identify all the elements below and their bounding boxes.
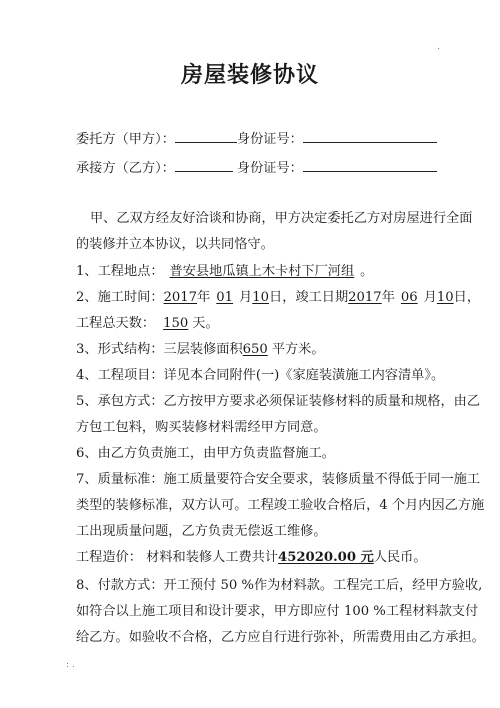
text-month-2: 月 [423,290,437,305]
page-title: 房屋装修协议 [180,63,319,88]
item-3-structure [76,341,444,359]
end-year: 2017 [348,290,382,305]
item-2-label: 2、施工时间： [76,290,164,305]
text-completion-date: 日，竣工日期 [269,290,349,305]
start-day: 10 [252,290,270,305]
party-a-label: 委托方（甲方）： [76,132,175,147]
party-a-line [76,128,444,149]
item-6-supervision: 6、由乙方负责施工，由甲方负责监督施工。 [76,446,335,461]
area-unit: 平方米。 [271,342,325,357]
item-1-label: 1、工程地点： [76,264,164,279]
start-month: 01 [216,290,234,305]
item-5-line-1: 5、承包方式：乙方按甲方要求必须保证装修材料的质量和规格，由乙 [76,394,481,409]
cost-currency: 人民币。 [373,550,427,565]
item-1-location [76,263,444,281]
item-1-suffix: 。 [360,264,374,279]
item-2-duration [76,315,444,333]
text-month: 月 [239,290,253,305]
item-1-value: 普安县地瓜镇上木卡村下厂河组 [169,264,355,279]
party-b-id-label: 身份证号： [236,161,303,176]
end-day: 10 [436,290,454,305]
total-days-unit: 天。 [192,316,219,331]
item-3-label: 3、形式结构：三层装修面积 [76,342,243,357]
item-7-line-3: 工出现质量问题，乙方负责无偿返工维修。 [76,524,327,539]
party-b-name-blank [175,157,233,172]
footer-mark: : . [66,660,75,670]
item-7-line-2: 类型的装修标准，双方认可。工程竣工验收合格后，4 个月内因乙方施 [76,498,485,513]
intro-line-2: 的装修并立本协议，以共同恪守。 [76,237,274,252]
item-5-line-2: 方包工包料，购买装修材料需经甲方同意。 [76,420,327,435]
item-8-line-3: 给乙方。如验收不合格，乙方应自行进行弥补，所需费用由乙方承担。 [76,630,485,645]
project-cost [76,549,444,567]
party-a-id-blank [303,128,437,143]
total-days-label: 工程总天数： [76,316,156,331]
party-b-id-blank [303,157,437,172]
party-a-id-label: 身份证号： [236,132,303,147]
total-days-value: 150 [163,316,189,331]
party-b-label: 承接方（乙方）： [76,161,175,176]
cost-label: 工程造价： 材料和装修人工费共计 [76,550,279,565]
area-value: 650 [242,342,268,357]
item-4-project: 4、工程项目：详见本合同附件(一)《家庭装潢施工内容清单》。 [76,368,445,383]
item-8-line-2: 如符合以上施工项目和设计要求，甲方即应付 100 %工程材料款支付 [76,604,479,619]
party-b-line [76,157,444,178]
text-day-2: 日， [453,290,481,305]
text-year: 年 [197,290,211,305]
item-2-schedule [76,289,481,307]
start-year: 2017 [163,290,198,305]
intro-line-1: 甲、乙双方经友好洽谈和协商，甲方决定委托乙方对房屋进行全面 [90,211,473,226]
corner-mark: . [437,42,440,52]
cost-amount: 452020.00 元 [278,550,374,565]
end-month: 06 [400,290,418,305]
item-8-line-1: 8、付款方式：开工预付 50 %作为材料款。工程完工后，经甲方验收, [76,578,483,593]
item-7-line-1: 7、质量标准：施工质量要符合安全要求，装修质量不得低于同一施工 [76,472,481,487]
text-year-2: 年 [381,290,395,305]
party-a-name-blank [175,128,237,143]
